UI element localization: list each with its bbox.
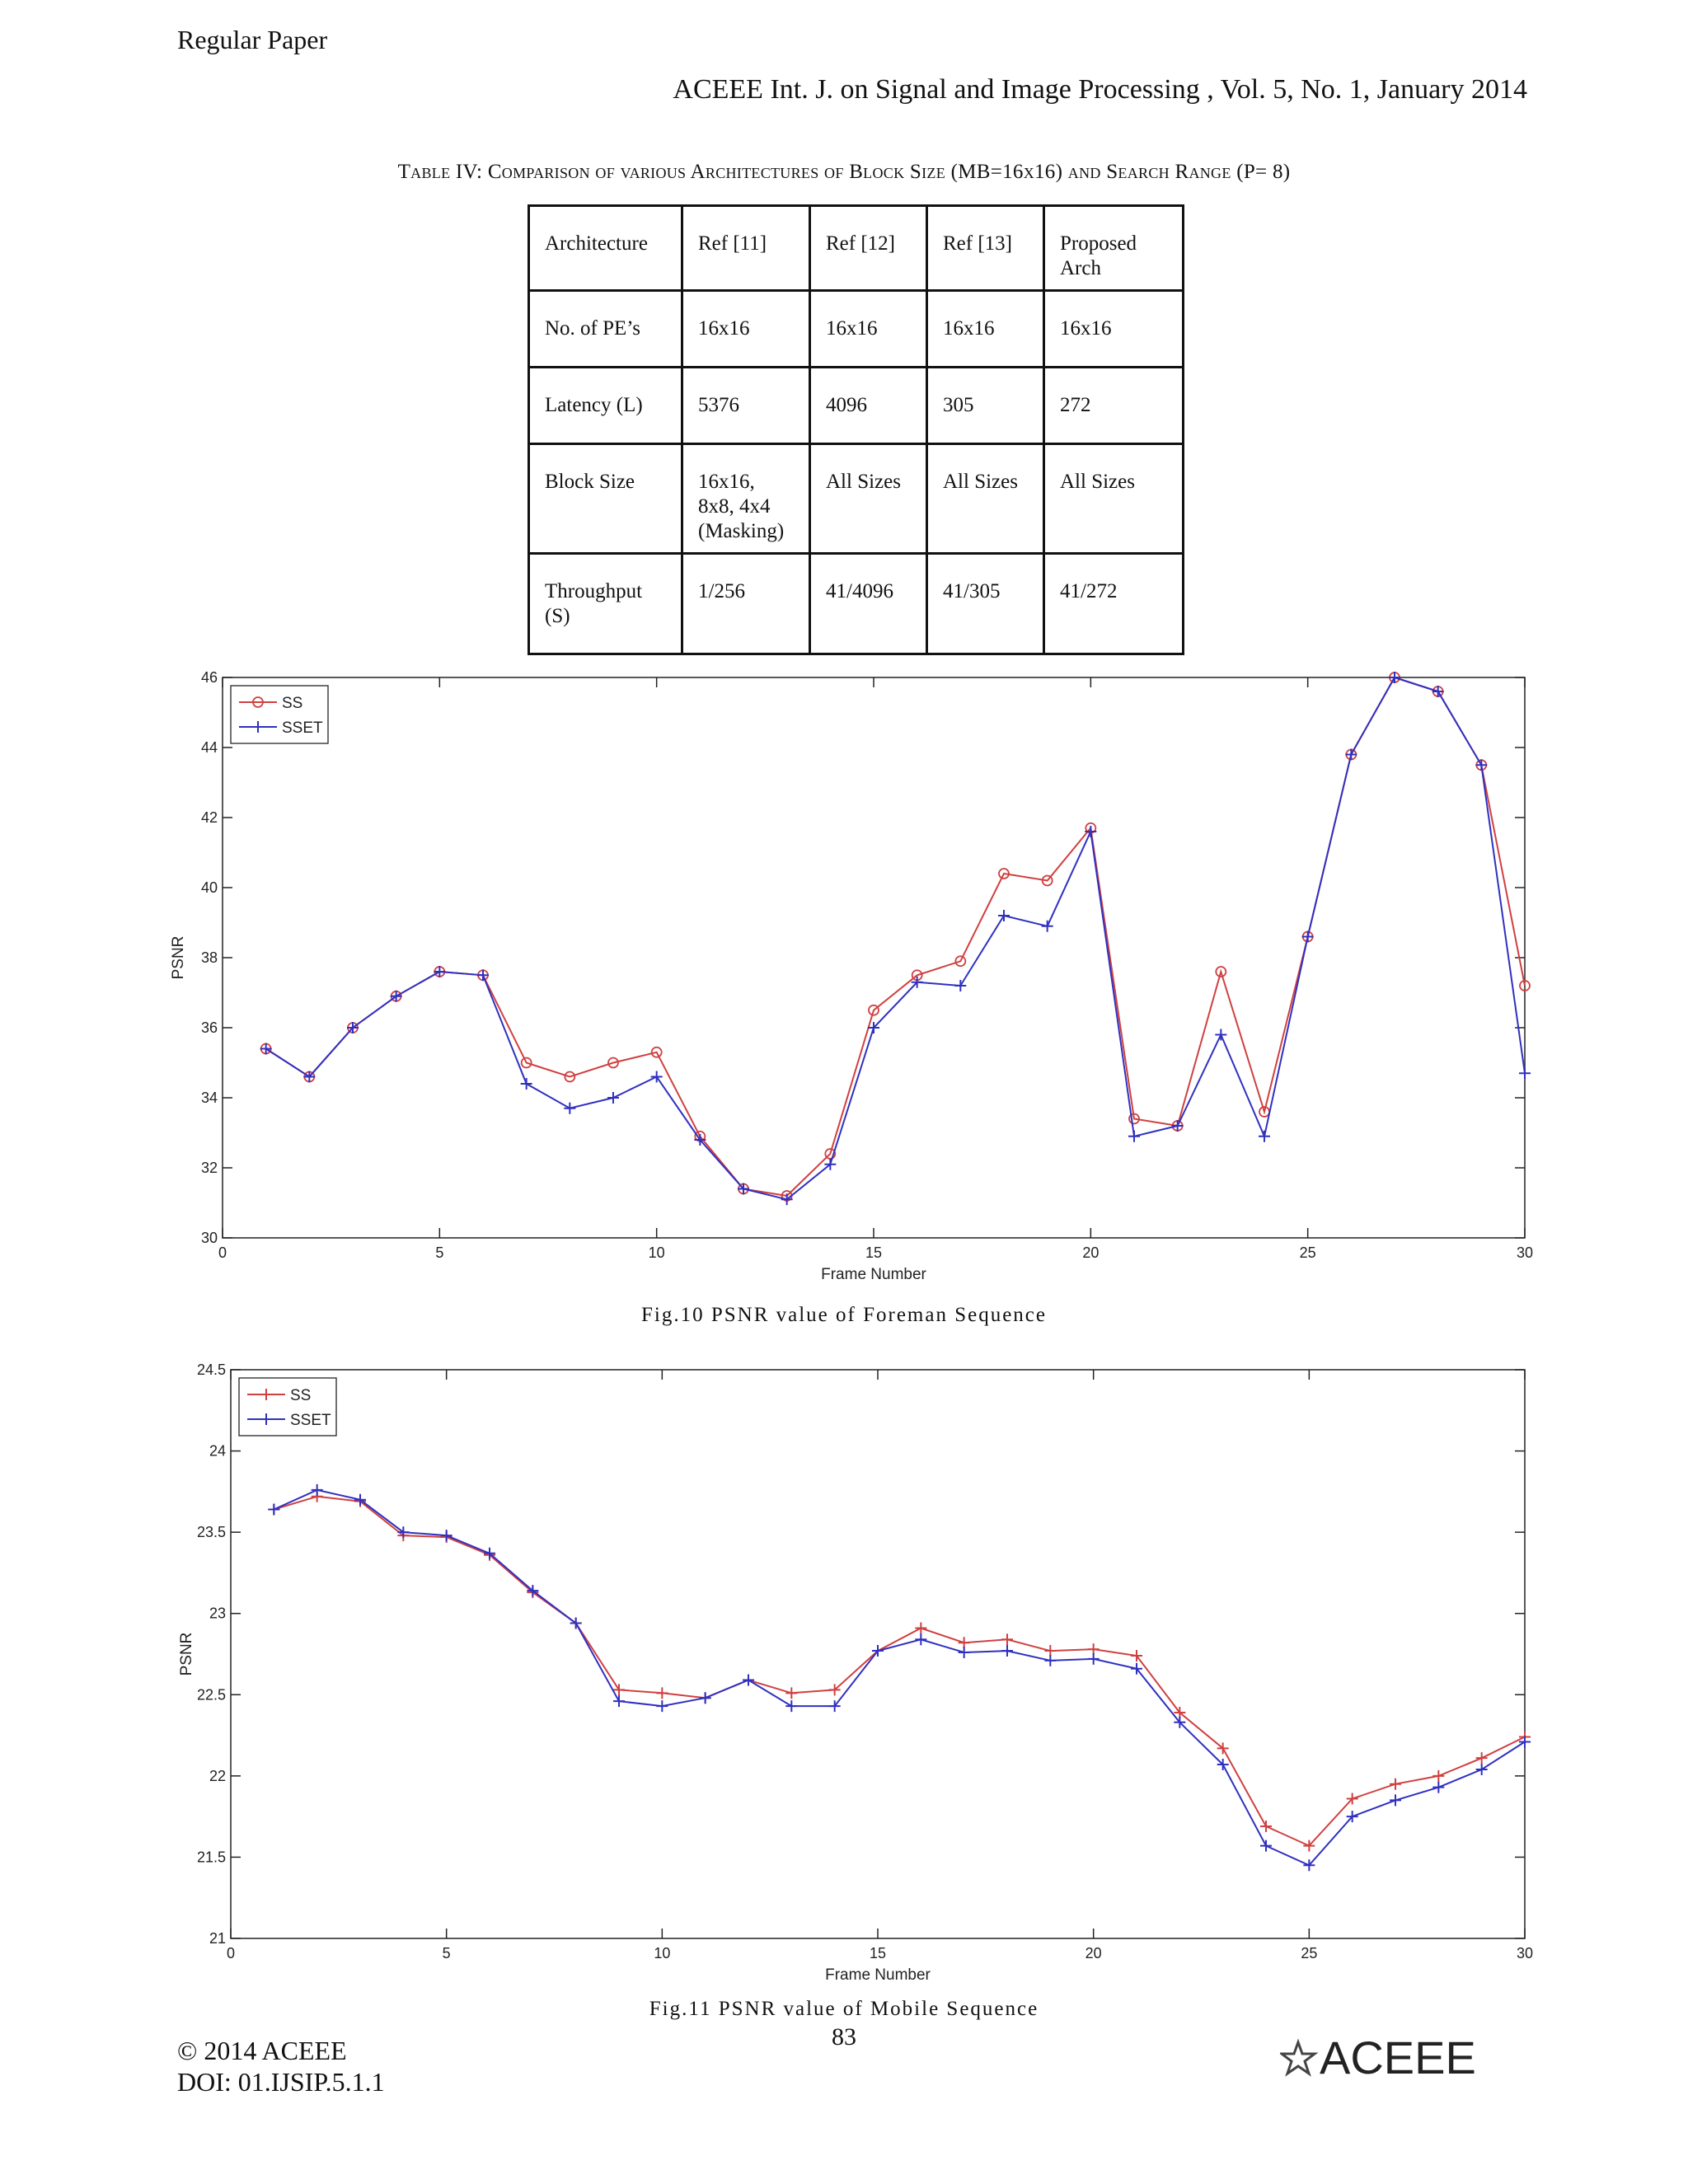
- y-axis-label: PSNR: [178, 1632, 195, 1676]
- running-header-journal: ACEEE Int. J. on Signal and Image Processing , Vol. 5, No. 1, January 2014: [673, 74, 1527, 105]
- table-caption: [0, 161, 1688, 184]
- table-cell: Latency (L): [529, 368, 682, 444]
- y-tick-label: 34: [200, 1090, 218, 1106]
- copyright: © 2014 ACEEE: [177, 2036, 347, 2065]
- logo-text: ACEEE: [1320, 2032, 1476, 2083]
- x-tick-label: 25: [1301, 1945, 1318, 1961]
- x-tick-label: 5: [442, 1945, 451, 1961]
- table-cell: Proposed Arch: [1044, 206, 1184, 291]
- aceee-logo: [1280, 2027, 1527, 2085]
- x-tick-label: 0: [226, 1945, 236, 1961]
- table-cell: Ref [12]: [810, 206, 927, 291]
- table-cell: 41/305: [927, 554, 1044, 654]
- table-cell: Architecture: [529, 206, 682, 291]
- table-row: [529, 444, 1184, 554]
- x-axis-label: Frame Number: [825, 1966, 931, 1984]
- x-tick-label: 15: [865, 1244, 883, 1261]
- y-tick-label: 46: [200, 669, 218, 686]
- table-cell: 16x16: [810, 291, 927, 368]
- table-cell: 1/256: [682, 554, 810, 654]
- table-cell: 41/4096: [810, 554, 927, 654]
- star-icon: [1282, 2042, 1315, 2074]
- x-tick-label: 5: [435, 1244, 444, 1261]
- x-tick-label: 0: [218, 1244, 227, 1261]
- y-tick-label: 36: [200, 1019, 218, 1036]
- table-cell: 272: [1044, 368, 1184, 444]
- table-row: [529, 291, 1184, 368]
- table-caption-text: Table IV: Comparison of various Architectures of Block Size (MB=16x16) and Search Range (P= 8): [397, 161, 1291, 183]
- y-tick-label: 40: [200, 879, 218, 896]
- x-tick-label: 30: [1516, 1945, 1534, 1961]
- x-tick-label: 20: [1082, 1244, 1100, 1261]
- legend-label: SS: [282, 695, 303, 712]
- x-tick-label: 30: [1516, 1244, 1534, 1261]
- table-cell: All Sizes: [927, 444, 1044, 554]
- y-tick-label: 38: [200, 949, 218, 966]
- x-tick-label: 15: [869, 1945, 887, 1961]
- x-tick-label: 10: [648, 1244, 665, 1261]
- y-tick-label: 30: [200, 1230, 218, 1246]
- table-cell: Ref [11]: [682, 206, 810, 291]
- table-cell: Block Size: [529, 444, 682, 554]
- y-tick-label: 21: [209, 1930, 226, 1947]
- plot-frame: [223, 677, 1525, 1238]
- y-tick-label: 22.5: [196, 1686, 226, 1704]
- page-number: 83: [832, 2023, 856, 2050]
- table-cell: Ref [13]: [927, 206, 1044, 291]
- y-axis-label: PSNR: [170, 935, 187, 980]
- x-tick-label: 25: [1299, 1244, 1316, 1261]
- comparison-table: [528, 204, 1184, 655]
- table-cell: All Sizes: [1044, 444, 1184, 554]
- table-cell: 16x16, 8x8, 4x4 (Masking): [682, 444, 810, 554]
- y-tick-label: 22: [209, 1767, 226, 1784]
- table-cell: 5376: [682, 368, 810, 444]
- y-tick-label: 23: [209, 1605, 226, 1622]
- legend-label: SS: [290, 1387, 312, 1404]
- table-cell: Throughput (S): [529, 554, 682, 654]
- y-tick-label: 24.5: [196, 1361, 226, 1378]
- table-cell: 4096: [810, 368, 927, 444]
- table-cell: 305: [927, 368, 1044, 444]
- y-tick-label: 21.5: [196, 1849, 226, 1866]
- x-tick-label: 20: [1085, 1945, 1102, 1961]
- y-tick-label: 23.5: [196, 1524, 226, 1541]
- y-tick-label: 44: [200, 739, 218, 756]
- table-row: [529, 206, 1184, 291]
- table-cell: No. of PE’s: [529, 291, 682, 368]
- table-cell: All Sizes: [810, 444, 927, 554]
- table-cell: 16x16: [1044, 291, 1184, 368]
- x-axis-label: Frame Number: [821, 1266, 926, 1283]
- legend-label: SSET: [282, 719, 323, 737]
- y-tick-label: 42: [200, 809, 218, 826]
- fig11-caption: Fig.11 PSNR value of Mobile Sequence: [649, 1998, 1039, 2020]
- table-cell: 16x16: [927, 291, 1044, 368]
- foreman-psnr-chart: [165, 668, 1558, 1302]
- table-cell: 16x16: [682, 291, 810, 368]
- table-cell: 41/272: [1044, 554, 1184, 654]
- doi: DOI: 01.IJSIP.5.1.1: [177, 2067, 385, 2097]
- table-row: [529, 554, 1184, 654]
- fig10-caption: Fig.10 PSNR value of Foreman Sequence: [640, 1304, 1047, 1326]
- table-row: [529, 368, 1184, 444]
- x-tick-label: 10: [654, 1945, 671, 1961]
- running-header-left: Regular Paper: [177, 25, 328, 54]
- mobile-psnr-chart: [165, 1360, 1558, 1994]
- y-tick-label: 24: [209, 1442, 226, 1460]
- legend-label: SSET: [290, 1412, 331, 1429]
- y-tick-label: 32: [200, 1160, 218, 1176]
